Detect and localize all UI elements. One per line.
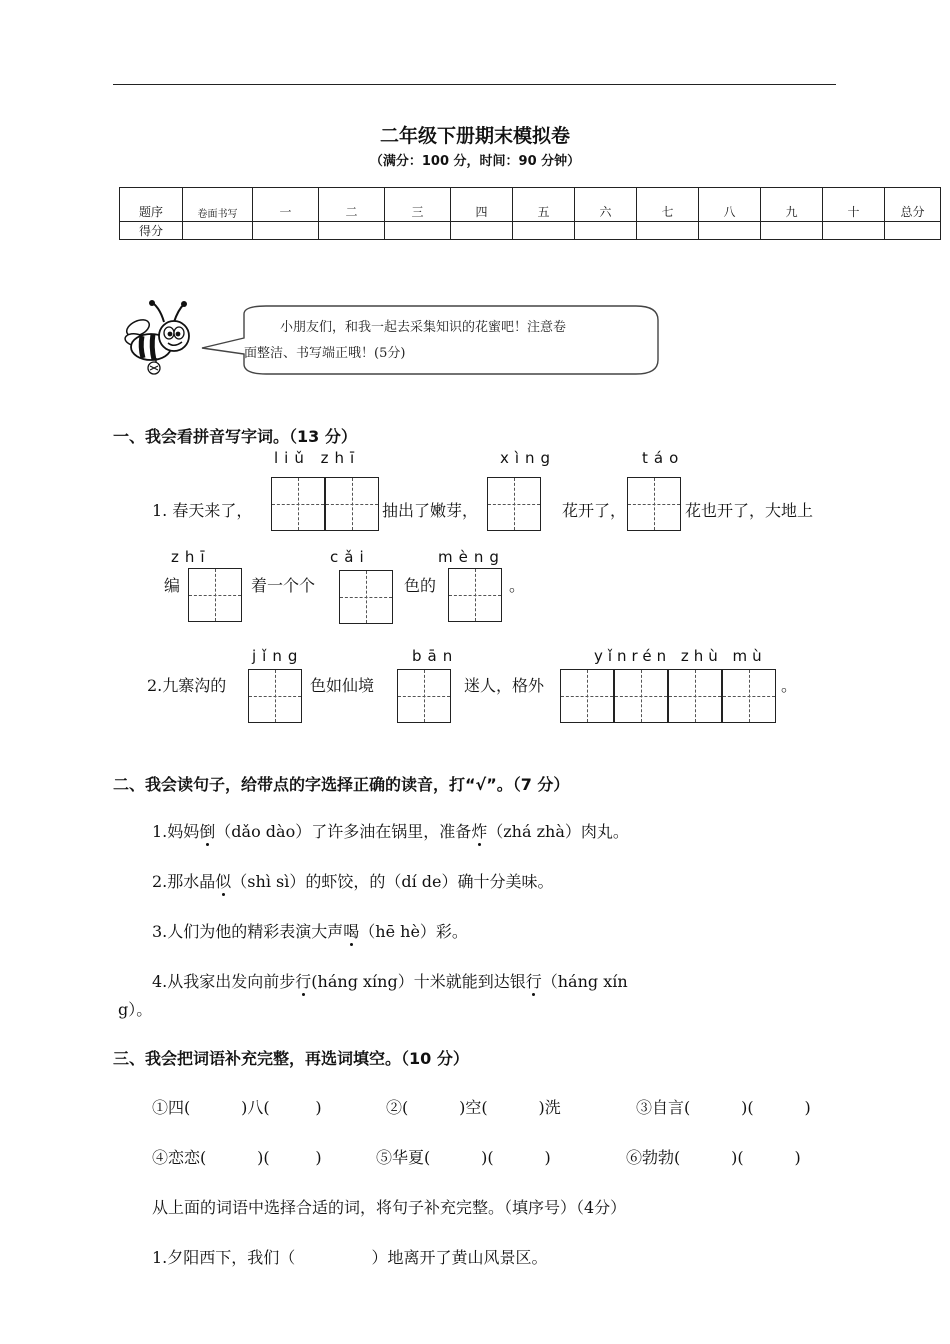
idiom-1: ①四( )八( ) <box>152 1098 322 1117</box>
pinyin-tao: táo <box>642 449 685 467</box>
q1-text-3: 花开了， <box>562 501 627 520</box>
score-header-cell: 六 <box>575 188 637 222</box>
score-cell[interactable] <box>761 222 823 240</box>
q1-text-2: 抽出了嫩芽， <box>382 501 479 520</box>
section-3-heading: 三、我会把词语补充完整，再选词填空。（10 分） <box>113 1049 469 1068</box>
idiom-6: ⑥勃勃( )( ) <box>626 1148 801 1167</box>
section-1-heading: 一、我会看拼音写字词。（13 分） <box>113 427 357 446</box>
score-row-label: 得分 <box>120 222 183 240</box>
pinyin-meng: mèng <box>438 548 505 566</box>
idiom-4: ④恋恋( )( ) <box>152 1148 322 1167</box>
pinyin-cai: cǎi <box>330 548 370 566</box>
score-cell[interactable] <box>885 222 941 240</box>
score-cell[interactable] <box>385 222 451 240</box>
tianzige-box[interactable] <box>487 477 541 531</box>
s2-sentence-1 <box>152 819 629 842</box>
idiom-5: ⑤华夏( )( ) <box>376 1148 551 1167</box>
s2-text: 2.那水晶 <box>152 872 216 891</box>
score-cell[interactable] <box>451 222 513 240</box>
q1-text-5: 编 <box>164 576 181 595</box>
dotted-char: 行 <box>295 972 312 991</box>
score-header-cell: 五 <box>513 188 575 222</box>
score-header-cell: 总分 <box>885 188 941 222</box>
q1-text-8: 。 <box>509 576 526 595</box>
tianzige-box[interactable] <box>448 568 502 622</box>
score-cell[interactable] <box>183 222 253 240</box>
pinyin-yinrenzhumu: yǐnrén zhù mù <box>594 647 767 665</box>
tianzige-box[interactable] <box>339 570 393 624</box>
q1-text-6: 着一个个 <box>251 576 316 595</box>
s2-sentence-4-cont: g）。 <box>118 1000 153 1019</box>
idiom-3: ③自言( )( ) <box>636 1098 811 1117</box>
intro-line-2: 面整洁、书写端正哦！(5分) <box>244 346 406 361</box>
intro-line-1: 小朋友们，和我一起去采集知识的花蜜吧！注意卷 <box>280 320 567 335</box>
score-cell[interactable] <box>319 222 385 240</box>
score-header-cell: 二 <box>319 188 385 222</box>
q1-text-4: 花也开了，大地上 <box>685 501 814 520</box>
s2-sentence-2 <box>152 869 554 892</box>
pinyin-ban: bān <box>412 647 459 665</box>
tianzige-box[interactable] <box>188 568 242 622</box>
idiom-2: ②( )空( )洗 <box>386 1098 561 1117</box>
dotted-char: 似 <box>215 872 232 891</box>
header-rule <box>113 84 836 85</box>
dotted-char: 喝 <box>343 922 360 941</box>
score-header-cell: 卷面书写 <box>183 188 253 222</box>
q2-text-4: 。 <box>781 676 798 695</box>
page-subtitle: （满分：100 分，时间：90 分钟） <box>369 154 581 169</box>
score-cell[interactable] <box>253 222 319 240</box>
s2-text: （dǎo dào）了许多油在锅里，准备 <box>215 822 472 841</box>
score-header-cell: 一 <box>253 188 319 222</box>
pinyin-liuzhi: liǔ zhī <box>274 449 361 467</box>
score-header-row <box>120 188 941 222</box>
tianzige-box[interactable] <box>722 669 776 723</box>
score-header-cell: 三 <box>385 188 451 222</box>
s2-text: （shì sì）的虾饺，的（dí de）确十分美味。 <box>231 872 554 891</box>
pinyin-jing: jǐng <box>252 647 304 665</box>
score-cell[interactable] <box>637 222 699 240</box>
tianzige-box[interactable] <box>614 669 668 723</box>
dotted-char: 行 <box>525 972 542 991</box>
q2-text-1: 2.九寨沟的 <box>147 676 227 695</box>
tianzige-box[interactable] <box>668 669 722 723</box>
tianzige-box[interactable] <box>325 477 379 531</box>
tianzige-box[interactable] <box>248 669 302 723</box>
s2-sentence-3 <box>152 919 468 942</box>
bee-icon <box>116 300 202 382</box>
s2-text: 1.妈妈 <box>152 822 200 841</box>
section-3-instruction: 从上面的词语中选择合适的词，将句子补充完整。（填序号）（4分） <box>152 1198 627 1217</box>
score-cell[interactable] <box>513 222 575 240</box>
s2-text: 4.从我家出发向前步 <box>152 972 296 991</box>
s2-text: (háng xíng）十米就能到达银 <box>311 972 526 991</box>
score-table <box>119 187 941 240</box>
q2-text-3: 迷人，格外 <box>464 676 545 695</box>
score-header-cell: 八 <box>699 188 761 222</box>
score-cell[interactable] <box>699 222 761 240</box>
score-header-cell: 七 <box>637 188 699 222</box>
q1-text-7: 色的 <box>404 576 437 595</box>
score-header-cell: 九 <box>761 188 823 222</box>
score-value-row <box>120 222 941 240</box>
q1-text-1: 1. 春天来了， <box>152 501 253 520</box>
s2-sentence-4 <box>152 969 842 992</box>
q2-text-2: 色如仙境 <box>310 676 375 695</box>
page-title: 二年级下册期末模拟卷 <box>379 125 570 147</box>
score-cell[interactable] <box>575 222 637 240</box>
dotted-char: 炸 <box>471 822 488 841</box>
s2-text: （háng xín <box>541 972 628 991</box>
score-header-cell: 四 <box>451 188 513 222</box>
section-2-heading: 二、我会读句子，给带点的字选择正确的读音，打“√”。（7 分） <box>113 775 570 794</box>
tianzige-box[interactable] <box>560 669 614 723</box>
dotted-char: 倒 <box>199 822 216 841</box>
section-3-q1: 1.夕阳西下，我们（ ）地离开了黄山风景区。 <box>152 1248 548 1267</box>
score-cell[interactable] <box>823 222 885 240</box>
s2-text: （zhá zhà）肉丸。 <box>487 822 629 841</box>
score-header-cell: 十 <box>823 188 885 222</box>
pinyin-xing: xìng <box>500 449 557 467</box>
tianzige-box[interactable] <box>271 477 325 531</box>
tianzige-box[interactable] <box>397 669 451 723</box>
s2-text: 3.人们为他的精彩表演大声 <box>152 922 344 941</box>
tianzige-box[interactable] <box>627 477 681 531</box>
s2-text: （hē hè）彩。 <box>359 922 468 941</box>
pinyin-zhi: zhī <box>171 548 211 566</box>
score-header-cell: 题序 <box>120 188 183 222</box>
